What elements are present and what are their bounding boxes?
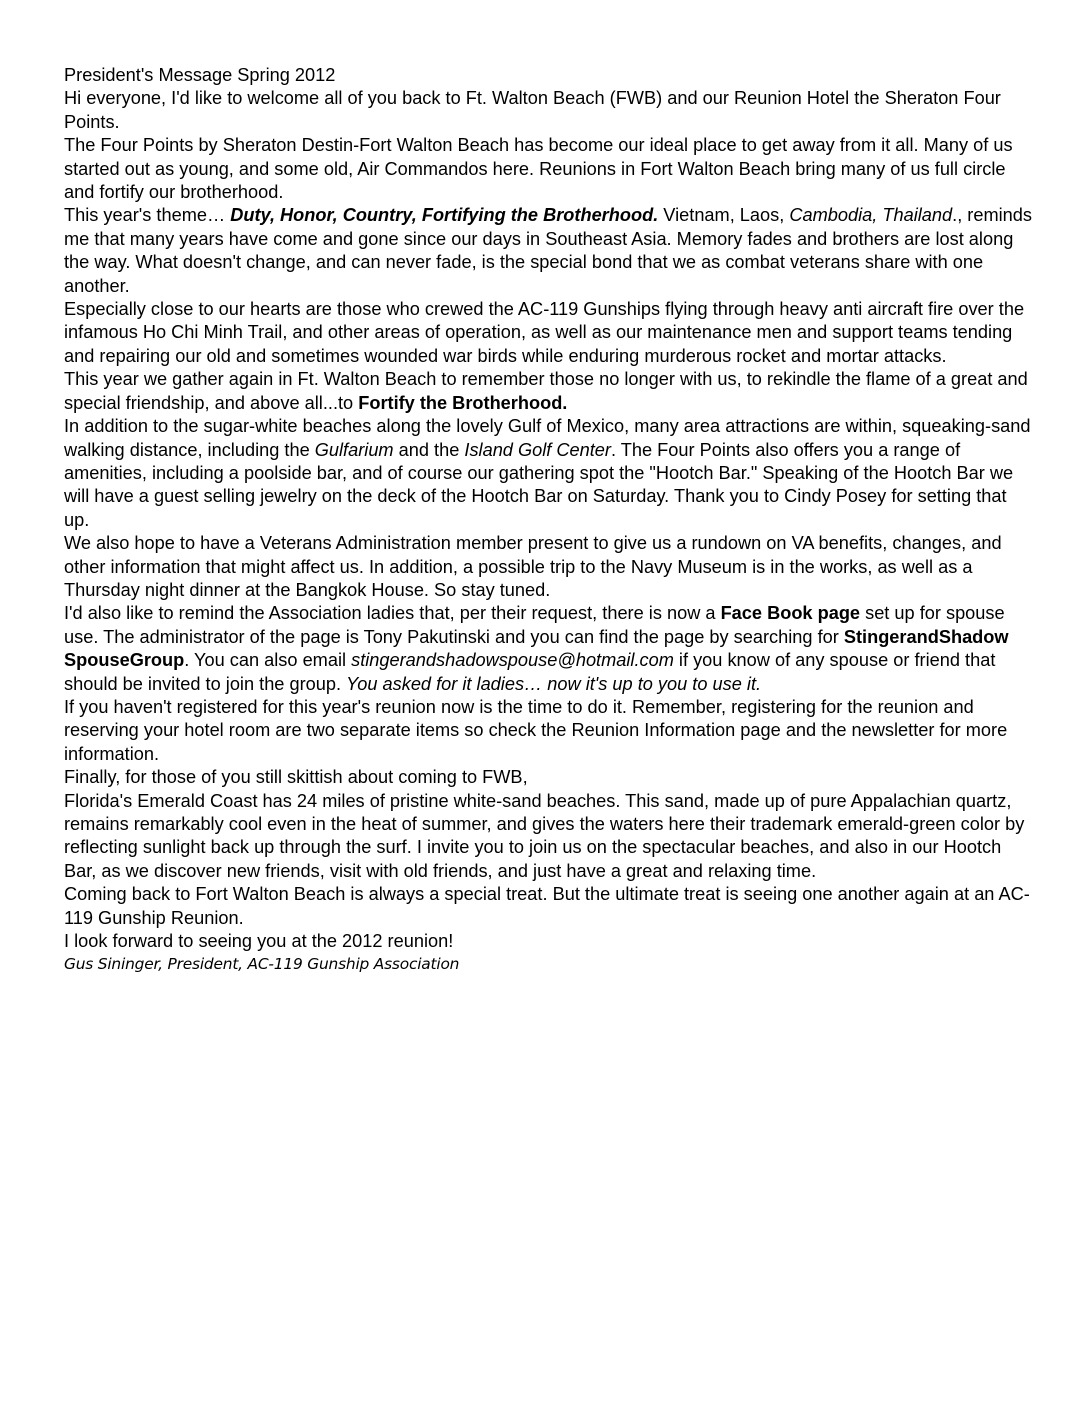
paragraph-look-forward: I look forward to seeing you at the 2012 reunion! — [64, 931, 454, 952]
paragraph-va: We also hope to have a Veterans Administration member present to give us a rundown on VA benefits, changes, and other information that might affect us. In addition, a possible trip to the Navy Museum is in the works, as well as a Thursday night dinner at the Bangkok House. So stay tuned. — [64, 533, 1002, 600]
document-title: President's Message Spring 2012 — [64, 65, 336, 85]
paragraph-theme: This year's theme… Duty, Honor, Country, Fortifying the Brotherhood. Vietnam, Laos, Cambodia, Thailand., reminds me that many years have come and gone since our days in Southeast Asia. Memory fades and brothers are lost along the way. What doesn't change, and can never fade, is the special bond that we as combat veterans share with one another. — [64, 205, 1032, 296]
paragraph-registration: If you haven't registered for this year's reunion now is the time to do it. Remember, registering for the reunion and reserving your hotel room are two separate items so check the Reunion Information page and the newsletter for more information. — [64, 696, 1008, 764]
gulfarium-text: Gulfarium — [314, 439, 394, 460]
paragraph-hotel: The Four Points by Sheraton Destin-Fort Walton Beach has become our ideal place to get away from it all. Many of us started out as young, and some old, Air Commandos here. Reunions in Fort Walton Beach bring many of us full circle and fortify our brotherhood. — [64, 135, 1013, 203]
paragraph-special-treat: Coming back to Fort Walton Beach is always a special treat. But the ultimate treat is seeing one another again at an AC-119 Gunship Reunion. — [64, 884, 1030, 928]
places-text: Cambodia, Thailand — [789, 205, 953, 226]
spouse-group-name: StingerandShadow SpouseGroup — [64, 626, 1009, 671]
document-page — [64, 64, 1034, 975]
paragraph-attractions: In addition to the sugar-white beaches along the lovely Gulf of Mexico, many area attractions are within, squeaking-sand walking distance, including the Gulfarium and the Island Golf Center. The Four Points also offers you a range of amenities, including a poolside bar, and of course our gathering spot the "Hootch Bar." Speaking of the Hootch Bar we will have a guest selling jewelry on the deck of the Hootch Bar on Saturday. Thank you to Cindy Posey for setting that up. — [64, 416, 1031, 530]
closing-italic-text: You asked for it ladies… now it's up to you to use it. — [346, 673, 762, 694]
signature: Gus Sininger, President, AC-119 Gunship Association — [64, 955, 460, 974]
paragraph-gather: This year we gather again in Ft. Walton Beach to remember those no longer with us, to rekindle the flame of a great and special friendship, and above all...to Fortify the Brotherhood. — [64, 369, 1028, 413]
paragraph-welcome: Hi everyone, I'd like to welcome all of you back to Ft. Walton Beach (FWB) and our Reunion Hotel the Sheraton Four Points. — [64, 88, 1001, 132]
golf-center-text: Island Golf Center — [464, 439, 611, 460]
fortify-text: Fortify the Brotherhood. — [358, 392, 568, 413]
paragraph-spouse-group: I'd also like to remind the Association ladies that, per their request, there is now a Face Book page set up for spouse use. The administrator of the page is Tony Pakutinski and you can find the page by searching for StingerandShadow SpouseGroup. You can also email stingerandshadowspouse@hotmail.com if you know of any spouse or friend that should be invited to join the group. You asked for it ladies… now it's up to you to use it. — [64, 603, 1009, 694]
paragraph-gunships: Especially close to our hearts are those who crewed the AC-119 Gunships flying through heavy anti aircraft fire over the infamous Ho Chi Minh Trail, and other areas of operation, as well as our maintenance men and support teams tending and repairing our old and sometimes wounded war birds while enduring murderous rocket and mortar attacks. — [64, 299, 1025, 366]
theme-text: Duty, Honor, Country, Fortifying the Brotherhood. — [230, 205, 659, 226]
paragraph-emerald-coast: Florida's Emerald Coast has 24 miles of pristine white-sand beaches. This sand, made up of pure Appalachian quartz, remains remarkably cool even in the heat of summer, and gives the waters here their trademark emerald-green color by reflecting sunlight back up through the surf. I invite you to join us on the spectacular beaches, and also in our Hootch Bar, as we discover new friends, visit with old friends, and just have a great and relaxing time. — [64, 790, 1025, 881]
email-link[interactable]: stingerandshadowspouse@hotmail.com — [351, 650, 674, 671]
facebook-page-text: Face Book page — [720, 603, 861, 624]
paragraph-finally: Finally, for those of you still skittish about coming to FWB, — [64, 767, 528, 788]
